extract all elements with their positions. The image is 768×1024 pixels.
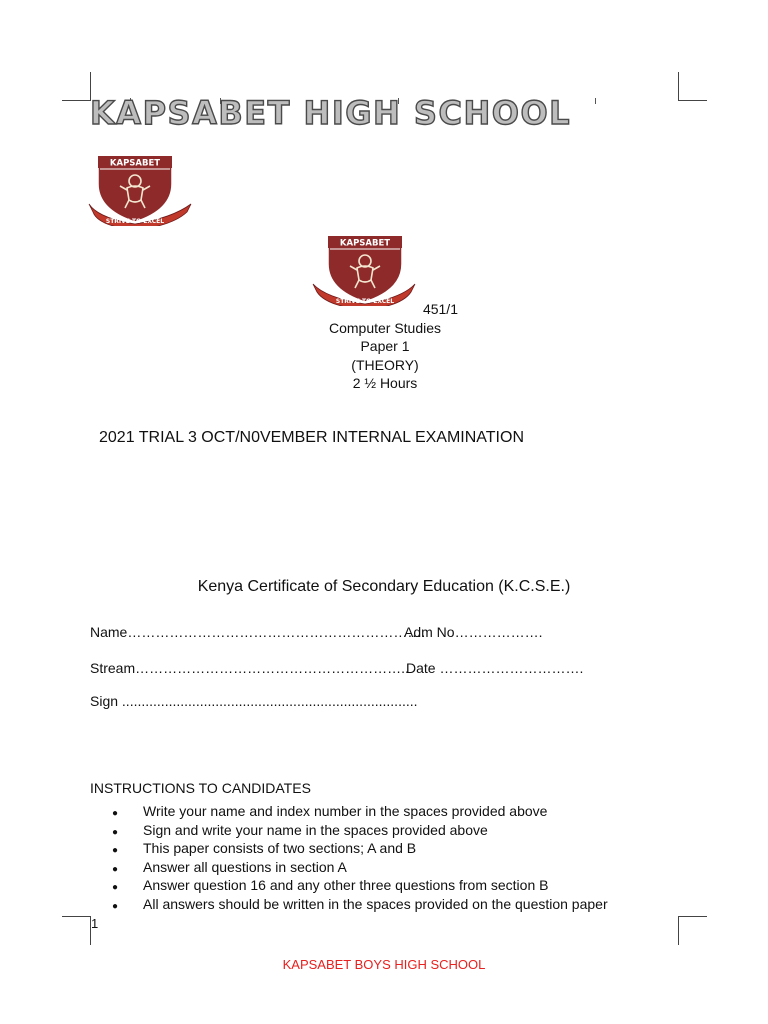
paper-number: Paper 1 (360, 338, 410, 354)
list-item: ● Answer all questions in section A (112, 858, 608, 877)
list-item: ● Answer question 16 and any other three questions from section B (112, 876, 608, 895)
instructions-list (112, 802, 608, 913)
page-number: 1 (91, 916, 99, 931)
school-title: KAPSABET HIGH SCHOOL (90, 94, 572, 132)
date-field[interactable]: Date …………………………. (406, 660, 584, 676)
bullet-icon: ● (112, 900, 119, 912)
bullet-icon: ● (112, 845, 119, 856)
crest-motto-text: STRIVE TO EXCEL (105, 218, 165, 225)
bullet-icon: ● (112, 826, 119, 838)
list-item: ● Sign and write your name in the spaces provided above (112, 821, 608, 840)
paper-code: 451/1 (422, 301, 458, 317)
sign-field[interactable]: Sign ............................................................................ (90, 693, 418, 709)
crop-mark-top-left (62, 72, 91, 101)
crop-mark-top-right (678, 72, 707, 101)
crest-motto-text: STRIVE TO EXCEL (335, 298, 395, 305)
bullet-icon: ● (112, 863, 119, 875)
footer-school-name: KAPSABET BOYS HIGH SCHOOL (282, 957, 486, 972)
certificate-title: Kenya Certificate of Secondary Education (K.C.S.E.) (197, 578, 571, 595)
bullet-icon: ● (112, 882, 119, 893)
adm-no-field[interactable]: Adm No………………. (404, 624, 543, 640)
crop-mark-bottom-right (678, 916, 707, 945)
svg-text:KAPSABET: KAPSABET (109, 158, 161, 169)
bullet-icon: ● (112, 808, 119, 819)
paper-duration: 2 ½ Hours (352, 375, 418, 391)
paper-subject: Computer Studies (328, 319, 442, 336)
exam-title: 2021 TRIAL 3 OCT/N0VEMBER INTERNAL EXAMINATION (99, 429, 524, 446)
stream-field[interactable]: Stream………………………………………………….. (90, 660, 409, 676)
school-crest-logo (312, 234, 416, 306)
svg-text:KAPSABET: KAPSABET (339, 238, 391, 249)
school-crest-logo (88, 154, 192, 226)
list-item: ● All answers should be written in the spaces provided on the question paper (112, 895, 608, 914)
list-item: ● Write your name and index number in the spaces provided above (112, 802, 608, 821)
paper-info (300, 300, 470, 393)
instructions-heading: INSTRUCTIONS TO CANDIDATES (90, 780, 311, 796)
paper-type: (THEORY) (351, 356, 419, 373)
crop-mark-bottom-left (62, 916, 91, 945)
name-field[interactable]: Name………………………………………………………. (90, 624, 426, 640)
list-item: ● This paper consists of two sections; A and B (112, 839, 608, 858)
